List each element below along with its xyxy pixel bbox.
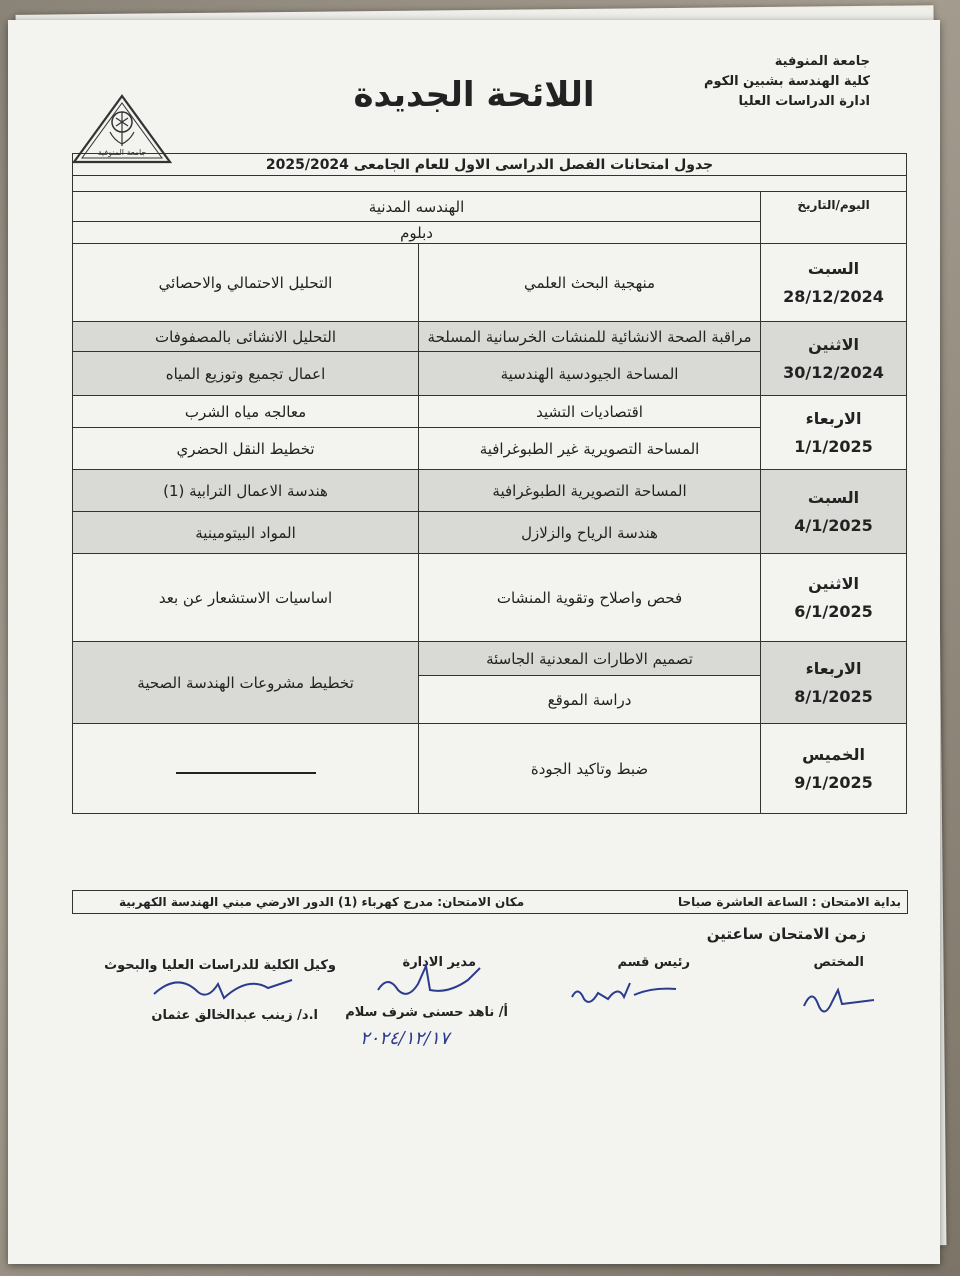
exam-subject: فحص واصلاح وتقوية المنشات (419, 554, 761, 642)
day-name: الاثنين (808, 573, 859, 593)
exam-subject: مراقبة الصحة الانشائية للمنشات الخرسانية المسلحة (419, 322, 761, 352)
exam-subject: اعمال تجميع وتوزيع المياه (73, 352, 419, 396)
day-date: 4/1/2025 (794, 515, 873, 535)
day-name: الاربعاء (805, 658, 862, 678)
day-cell (761, 322, 907, 396)
document-page (8, 20, 940, 1264)
vice-dean-signature (148, 970, 298, 1010)
exam-info-bar (72, 890, 908, 914)
exam-subject: المواد البيتومينية (73, 512, 419, 554)
day-date-header: اليوم/التاريخ (761, 192, 907, 244)
day-date: 1/1/2025 (794, 436, 873, 456)
exam-start-time: بداية الامتحان : الساعة العاشرة صباحا (677, 895, 901, 909)
exam-subject: اقتصاديات التشيد (419, 396, 761, 428)
exam-subject: تخطيط النقل الحضري (73, 428, 419, 470)
exam-subject: معالجه مياه الشرب (73, 396, 419, 428)
specialist-signature (798, 978, 878, 1018)
exam-subject: التحليل الاحتمالي والاحصائي (73, 244, 419, 322)
admin-director-signature (368, 960, 488, 1010)
program-header: دبلوم (73, 222, 761, 244)
exam-subject: دراسة الموقع (419, 676, 761, 724)
faculty-name: كلية الهندسة بشبين الكوم (703, 74, 870, 89)
exam-subject: التحليل الانشائى بالمصفوفات (73, 322, 419, 352)
day-date: 30/12/2024 (783, 362, 884, 382)
exam-subject: تصميم الاطارات المعدنية الجاسئة (419, 642, 761, 676)
exam-subject: ضبط وتاكيد الجودة (419, 724, 761, 814)
vice-dean-label: وكيل الكلية للدراسات العليا والبحوث (104, 958, 336, 973)
specialization-header: الهندسه المدنية (73, 192, 761, 222)
exam-subject: منهجية البحث العلمي (419, 244, 761, 322)
spacer-row (73, 176, 907, 192)
page-title: اللائحة الجديدة (353, 75, 595, 115)
day-name: الاربعاء (805, 408, 862, 428)
empty-slot-dash (73, 724, 419, 814)
exam-subject: المساحة التصويرية غير الطبوغرافية (419, 428, 761, 470)
day-cell (761, 396, 907, 470)
admin-director-label: مدير الادارة (402, 955, 476, 970)
university-name: جامعة المنوفية (774, 54, 870, 69)
exam-subject: المساحة التصويرية الطبوغرافية (419, 470, 761, 512)
admin-director-name: أ/ ناهد حسنى شرف سلام (345, 1005, 508, 1020)
handwritten-date: ٢٠٢٤/١٢/١٧ (360, 1028, 450, 1049)
vice-dean-name: ا.د/ زينب عبدالخالق عثمان (151, 1008, 318, 1023)
exam-duration: زمن الامتحان ساعتين (706, 925, 866, 943)
exam-subject: هندسة الرياح والزلازل (419, 512, 761, 554)
day-name: الاثنين (808, 334, 859, 354)
head-of-dept-signature (568, 975, 678, 1015)
exam-subject: هندسة الاعمال الترابية (1) (73, 470, 419, 512)
specialist-label: المختص (813, 955, 864, 970)
day-date: 6/1/2025 (794, 601, 873, 621)
head-of-dept-label: رئيس قسم (617, 955, 690, 970)
day-cell (761, 244, 907, 322)
exam-subject: اساسيات الاستشعار عن بعد (73, 554, 419, 642)
day-date: 9/1/2025 (794, 772, 873, 792)
day-cell (761, 724, 907, 814)
day-cell (761, 554, 907, 642)
day-name: الخميس (802, 744, 865, 764)
day-name: السبت (807, 487, 860, 507)
day-cell (761, 470, 907, 554)
schedule-subtitle: جدول امتحانات الفصل الدراسى الاول للعام الجامعى 2025/2024 (73, 154, 907, 176)
day-date: 8/1/2025 (794, 686, 873, 706)
day-date: 28/12/2024 (783, 286, 884, 306)
exam-schedule-table (72, 153, 907, 814)
exam-subject: تخطيط مشروعات الهندسة الصحية (73, 642, 419, 724)
day-cell (761, 642, 907, 724)
department-name: ادارة الدراسات العليا (738, 94, 870, 109)
exam-subject: المساحة الجيودسية الهندسية (419, 352, 761, 396)
day-name: السبت (807, 258, 860, 278)
logo-text: جامعة المنوفية (97, 148, 147, 157)
exam-location: مكان الامتحان: مدرج كهرباء (1) الدور الارضي مبني الهندسة الكهربية (119, 895, 525, 909)
